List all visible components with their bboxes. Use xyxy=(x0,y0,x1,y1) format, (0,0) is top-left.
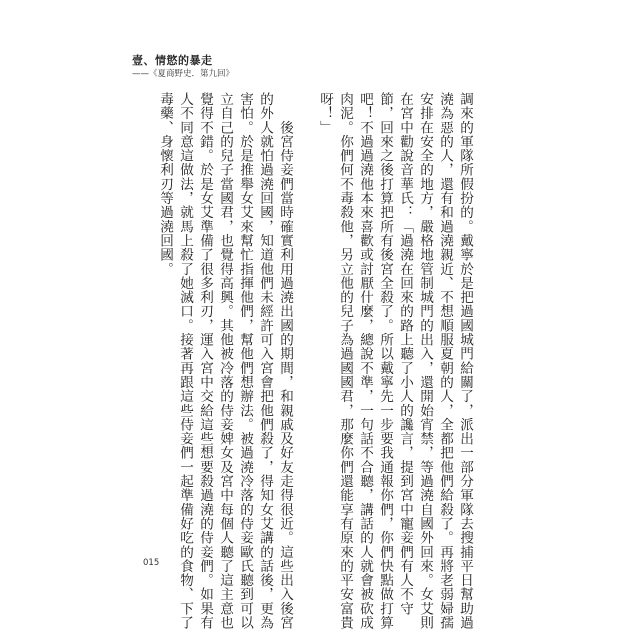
text-column: 呀！」 xyxy=(317,92,333,135)
text-column: 吧！不過過澆他本來喜歡或討厭什麼，總說不準，一句話不合聽，講話的人就會被砍成 xyxy=(357,92,373,630)
text-column: 毒藥、身懷利刃等過澆回國。 xyxy=(157,92,173,276)
text-column: 立自己的兒子當國君，也覺得高興。其他被冷落的侍妾婢女及宮中每個人聽了這主意也 xyxy=(217,92,233,630)
text-column: 安排在安全的地方，嚴格地管制城門的出入，還開始宵禁，等過澆自國外回來。女艾則 xyxy=(417,92,433,630)
text-column: 在宮中勸說音華氏：「過澆在回來的路上聽了小人的讒言，提到宮中寵妾們有人不守 xyxy=(397,92,413,616)
text-column: 覺得不錯。於是女艾準備了很多利刃，運入宮中交給這些想要殺過澆的侍妾們。如果有 xyxy=(197,92,213,630)
chapter-title: 壹、情慾的暴走 xyxy=(132,54,213,67)
text-column: 調來的軍隊所假扮的。戴寧於是把過國城門給關了，派出一部分軍隊去搜捕平日幫助過 xyxy=(457,92,473,630)
text-column: 的外人就怕過澆回國，知道他們未經許可入宮會把他們殺了，得知女艾講的話後，更為 xyxy=(257,92,273,630)
text-column: 害怕。於是推舉女艾來幫忙指揮他們，幫他們想辦法。被過澆冷落的侍妾歐氏聽到可以 xyxy=(237,92,253,630)
text-column: 後宮侍妾們當時確實利用過澆出國的期間，和親戚及好友走得很近。這些出入後宮 xyxy=(277,92,293,630)
text-column: 節，回來之後打算把所有後宮全殺了。所以戴寧先一步要我通報你們，你們快點做打算 xyxy=(377,92,393,630)
page-number: 015 xyxy=(143,558,160,568)
text-column: 澆為惡的人，還有和過澆親近、不想順服夏朝的人，全都把他們給殺了。再將老弱婦孺 xyxy=(437,92,453,630)
text-column: 肉泥。你們何不毒殺他，另立他的兒子為過國國君，那麼你們還能享有原來的平安富貴 xyxy=(337,92,353,630)
source-citation: ——《夏商野史．第九回》 xyxy=(132,69,235,79)
text-column: 人不同意這做法，就馬上殺了她滅口。接著再跟這些侍妾們一起準備好吃的食物、下了 xyxy=(177,92,193,630)
